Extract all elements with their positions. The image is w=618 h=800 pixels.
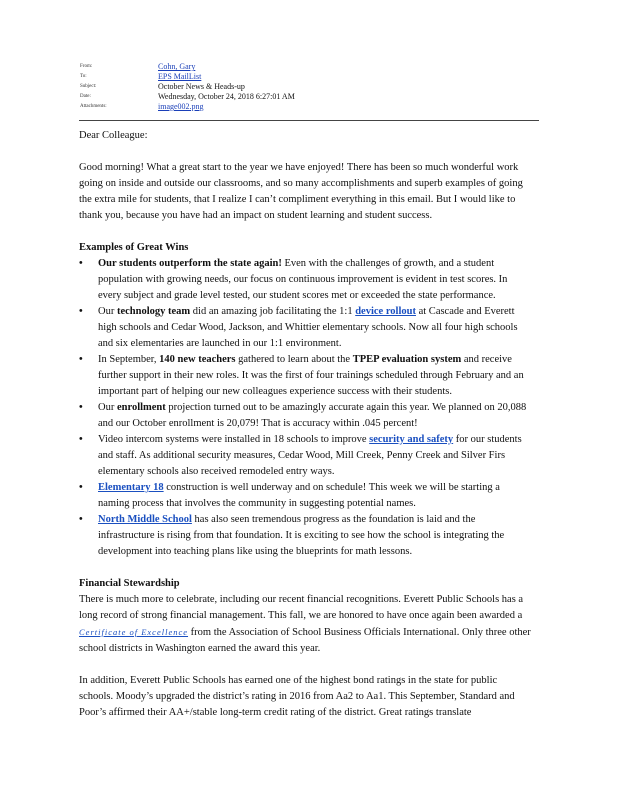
header-label: To: [80,74,87,79]
header-label: Subject: [80,84,97,89]
header-label: From: [80,64,93,69]
header-label: Date: [80,94,91,99]
email-header [80,62,540,112]
list-item: • In September, 140 new teachers gathered to learn about the TPEP evaluation system and receive further support in their new roles. It was the first of four trainings scheduled through February and an important part of helping our new colleagues experience success with their students. [79,354,524,397]
wins-heading: Examples of Great Wins [79,242,189,253]
north-middle-school-link[interactable]: North Middle School [98,514,192,525]
list-item: • North Middle School has also seen tremendous progress as the foundation is laid and the infrastructure is rising from that foundation. It is exciting to see how the school is integrating the development into teaching plans like using the blueprints for math lessons. [79,514,505,557]
list-item: • Our technology team did an amazing job facilitating the 1:1 device rollout at Cascade and Everett high schools and Cedar Wood, Jackson, and Whittier elementary schools. Now all four high schools and six elementaries are launched in our 1:1 environment. [79,306,518,349]
device-rollout-link[interactable]: device rollout [355,306,416,317]
header-label: Attachments: [80,104,107,109]
greeting: Dear Colleague: [79,130,148,141]
list-item: • Elementary 18 construction is well underway and on schedule! This week we will be starting a naming process that involves the community in suggesting potential names. [79,482,500,509]
header-value: Wednesday, October 24, 2018 6:27:01 AM [158,92,295,101]
elementary-18-link[interactable]: Elementary 18 [98,482,164,493]
header-row [80,62,540,72]
header-row [80,82,540,92]
financial-paragraph-1: There is much more to celebrate, including our recent financial recognitions. Everett Public Schools has a long record of strong financial management. This fall, we are honored to have once again been awarded a Certificate of Excellence from the Association of School Business Officials International. Only three other school districts in Washington earned the award this year. [79,594,531,654]
list-item: • Video intercom systems were installed in 18 schools to improve security and safety for our students and staff. As additional security measures, Cedar Wood, Mill Creek, Penny Creek and Silver Firs elementary schools also received remodeled entry ways. [79,434,522,477]
header-value[interactable]: EPS MailList [158,72,202,81]
header-value[interactable]: image002.png [158,102,204,111]
wins-list [79,256,531,560]
header-divider [79,120,539,121]
header-value[interactable]: Cohn, Gary [158,62,196,71]
list-item: • Our students outperform the state again! Even with the challenges of growth, and a student population with growing needs, our focus on continuous improvement is evident in test scores. In every subject and grade level tested, our student scores met or exceeded the state performance. [79,258,508,301]
header-row [80,72,540,82]
certificate-link[interactable]: Certificate of Excellence [79,627,189,637]
header-row [80,102,540,112]
intro-paragraph: Good morning! What a great start to the year we have enjoyed! There has been so much wonderful work going on inside and outside our classrooms, and so many accomplishments and superb examples of going the extra mile for students, that I realize I can’t compliment everything in this email. But I would like to thank you, because you have had an impact on student learning and student success. [79,162,523,221]
security-safety-link[interactable]: security and safety [369,434,454,445]
email-body [79,128,531,721]
header-value: October News & Heads-up [158,82,245,91]
list-item: • Our enrollment projection turned out to be amazingly accurate again this year. We planned on 20,088 and our October enrollment is 20,079! That is accuracy within .045 percent! [79,402,527,429]
financial-paragraph-2: In addition, Everett Public Schools has earned one of the highest bond ratings in the state for public schools. Moody’s upgraded the district’s rating in 2016 from Aa2 to Aa1. This September, Standard and Poor’s affirmed their AA+/stable long-term credit rating of the district. Great ratings translate [79,675,515,718]
header-row [80,92,540,102]
financial-heading: Financial Stewardship [79,578,180,589]
